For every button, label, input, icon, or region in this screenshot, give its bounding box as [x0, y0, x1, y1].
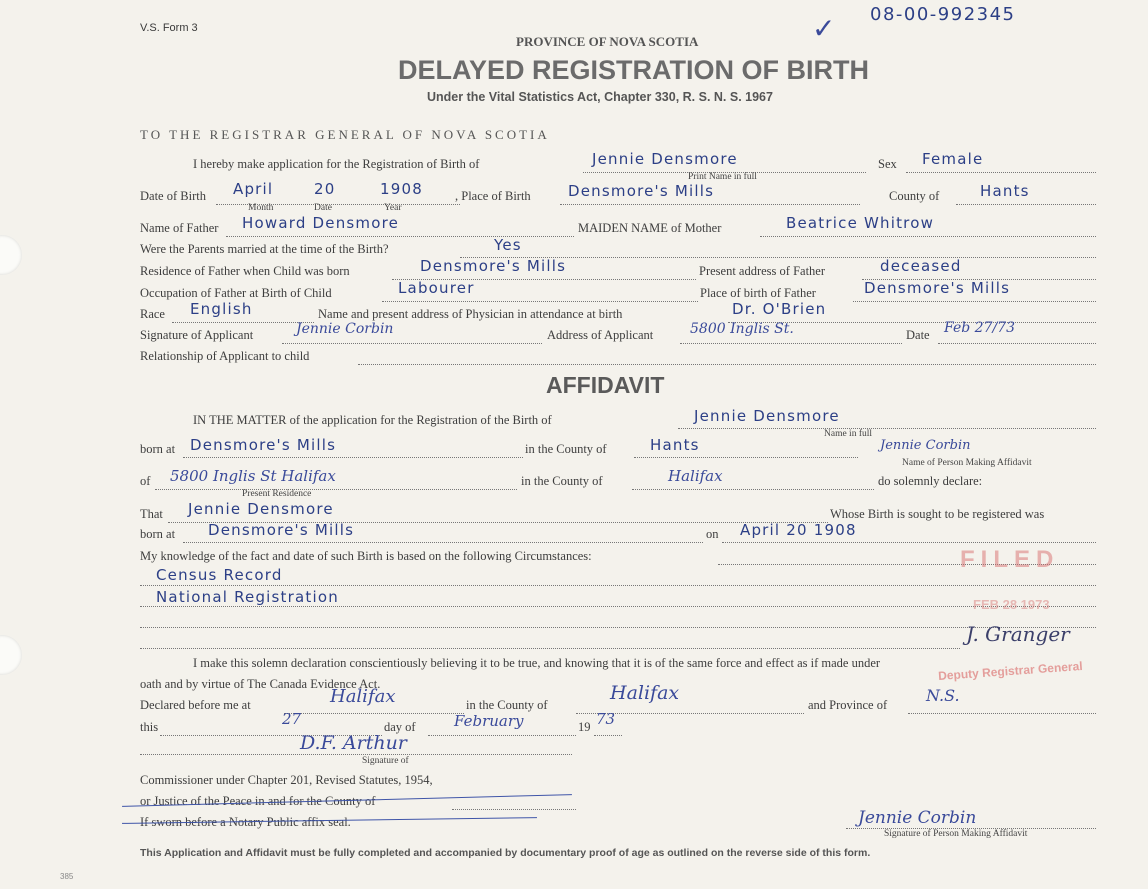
child-sex: Female — [922, 150, 984, 168]
label-declared-before: Declared before me at — [140, 698, 251, 712]
applicant-signature: Jennie Corbin — [296, 321, 394, 337]
race: English — [190, 300, 253, 318]
bottom-deponent-signature: Jennie Corbin — [858, 808, 977, 828]
solemn-declaration-2: oath and by virtue of The Canada Evidence Act. — [140, 677, 381, 691]
label-knowledge: My knowledge of the fact and date of such Birth is based on the following Circumstances: — [140, 549, 592, 563]
label-applicant-signature: Signature of Applicant — [140, 328, 254, 342]
residence-county: Halifax — [668, 467, 723, 485]
applicant-address: 5800 Inglis St. — [690, 321, 794, 337]
declared-county: Halifax — [610, 682, 680, 704]
label-this: this — [140, 720, 159, 734]
label-born-at-2: born at — [140, 527, 176, 541]
filed-stamp-date: FEB 28 1973 — [973, 597, 1050, 612]
parents-married: Yes — [494, 236, 522, 254]
label-solemnly-declare: do solemnly declare: — [878, 474, 983, 488]
label-married: Were the Parents married at the time of the Birth? — [140, 242, 389, 256]
label-year-19: 19 — [578, 720, 591, 734]
mother-maiden-name: Beatrice Whitrow — [786, 214, 935, 232]
caption-bottom-signature: Signature of Person Making Affidavit — [884, 829, 1028, 839]
label-race: Race — [140, 307, 165, 321]
label-relationship: Relationship of Applicant to child — [140, 349, 310, 363]
dob-date: 20 — [314, 180, 336, 198]
caption-year: Year — [384, 203, 402, 213]
county-of-birth: Hants — [980, 182, 1030, 200]
affidavit-born-at: Densmore's Mills — [190, 436, 337, 454]
label-in-county: in the County of — [525, 442, 607, 456]
label-sex: Sex — [878, 157, 897, 171]
check-mark-icon: ✓ — [812, 14, 836, 45]
declared-year: 73 — [596, 710, 616, 728]
father-name: Howard Densmore — [242, 214, 400, 232]
solemn-declaration-1: I make this solemn declaration conscientiously believing it to be true, and knowing that it is of the same force and effect as if made under — [193, 656, 881, 670]
label-dob: Date of Birth — [140, 189, 206, 203]
caption-date: Date — [314, 203, 332, 213]
application-date: Feb 27/73 — [944, 320, 1015, 336]
label-justice: or Justice of the Peace in and for the County of — [140, 794, 376, 808]
father-birthplace: Densmore's Mills — [864, 279, 1011, 297]
place-of-birth: Densmore's Mills — [568, 182, 715, 200]
label-application-date: Date — [906, 328, 930, 342]
label-province: and Province of — [808, 698, 888, 712]
father-occupation: Labourer — [398, 279, 475, 297]
label-day-of: day of — [384, 720, 416, 734]
label-father: Name of Father — [140, 221, 219, 235]
label-mother: MAIDEN NAME of Mother — [578, 221, 722, 235]
label-notary: If sworn before a Notary Public affix seal. — [140, 815, 351, 829]
child-name: Jennie Densmore — [592, 150, 738, 168]
affidavit-heading: AFFIDAVIT — [546, 372, 665, 398]
dob-month: April — [233, 180, 274, 198]
label-present-address: Present address of Father — [699, 264, 826, 278]
father-present-address: deceased — [880, 257, 962, 275]
declared-day: 27 — [282, 710, 302, 728]
registration-number: 08-00-992345 — [870, 4, 1016, 25]
affidavit-county: Hants — [650, 436, 700, 454]
affidavit-child-name: Jennie Densmore — [694, 407, 840, 425]
page-title: DELAYED REGISTRATION OF BIRTH — [398, 55, 870, 85]
footer-code: 385 — [60, 872, 74, 881]
affidavit-born-at-2: Densmore's Mills — [208, 521, 355, 539]
label-matter: IN THE MATTER of the application for the Registration of the Birth of — [193, 413, 552, 427]
addressee-line: TO THE REGISTRAR GENERAL OF NOVA SCOTIA — [140, 127, 550, 142]
affidavit-birth-date: April 20 1908 — [740, 521, 857, 539]
caption-name-in-full: Name in full — [824, 429, 873, 439]
label-declared-county: in the County of — [466, 698, 548, 712]
caption-month: Month — [248, 203, 274, 213]
label-applicant-address: Address of Applicant — [547, 328, 654, 342]
label-occupation: Occupation of Father at Birth of Child — [140, 286, 332, 300]
punch-hole-bottom — [0, 635, 22, 675]
caption-print-name: Print Name in full — [688, 172, 757, 182]
label-that: That — [140, 507, 163, 521]
that-name: Jennie Densmore — [188, 500, 334, 518]
caption-deponent: Name of Person Making Affidavit — [902, 458, 1032, 468]
deputy-registrar-stamp: Deputy Registrar General — [937, 658, 1084, 684]
label-county: County of — [889, 189, 940, 203]
declared-province: N.S. — [926, 686, 960, 705]
commissioner-signature: D.F. Arthur — [300, 732, 407, 754]
circumstance-2: National Registration — [156, 588, 339, 606]
circumstance-1: Census Record — [156, 566, 283, 584]
label-on: on — [706, 527, 719, 541]
declared-at: Halifax — [330, 686, 396, 707]
footer-note: This Application and Affidavit must be fully completed and accompanied by documentary proof of age as outlined on the reverse side of this form. — [140, 847, 871, 859]
filed-stamp: FILED — [960, 546, 1060, 573]
label-residence: Residence of Father when Child was born — [140, 264, 350, 278]
punch-hole-top — [0, 235, 22, 275]
label-place-of-birth: , Place of Birth — [455, 189, 531, 203]
label-whose-birth: Whose Birth is sought to be registered was — [830, 507, 1045, 521]
father-residence: Densmore's Mills — [420, 257, 567, 275]
declared-month: February — [454, 712, 524, 730]
dob-year: 1908 — [380, 180, 423, 198]
physician-name: Dr. O'Brien — [732, 300, 827, 318]
label-born-at: born at — [140, 442, 176, 456]
form-id: V.S. Form 3 — [140, 22, 198, 34]
deponent-signature: Jennie Corbin — [880, 438, 971, 453]
label-apply: I hereby make application for the Registration of Birth of — [193, 157, 480, 171]
label-of: of — [140, 474, 151, 488]
page-subtitle: Under the Vital Statistics Act, Chapter 330, R. S. N. S. 1967 — [427, 90, 773, 104]
label-commissioner: Commissioner under Chapter 201, Revised Statutes, 1954, — [140, 773, 433, 787]
label-physician: Name and present address of Physician in attendance at birth — [318, 307, 623, 321]
caption-signature-of: Signature of — [362, 756, 409, 766]
label-father-birthplace: Place of birth of Father — [700, 286, 816, 300]
registrar-signature: J. Granger — [966, 622, 1070, 646]
label-in-county-2: in the County of — [521, 474, 603, 488]
deponent-residence: 5800 Inglis St Halifax — [170, 467, 336, 485]
province-heading: PROVINCE OF NOVA SCOTIA — [516, 34, 699, 49]
caption-present-residence: Present Residence — [242, 489, 312, 499]
